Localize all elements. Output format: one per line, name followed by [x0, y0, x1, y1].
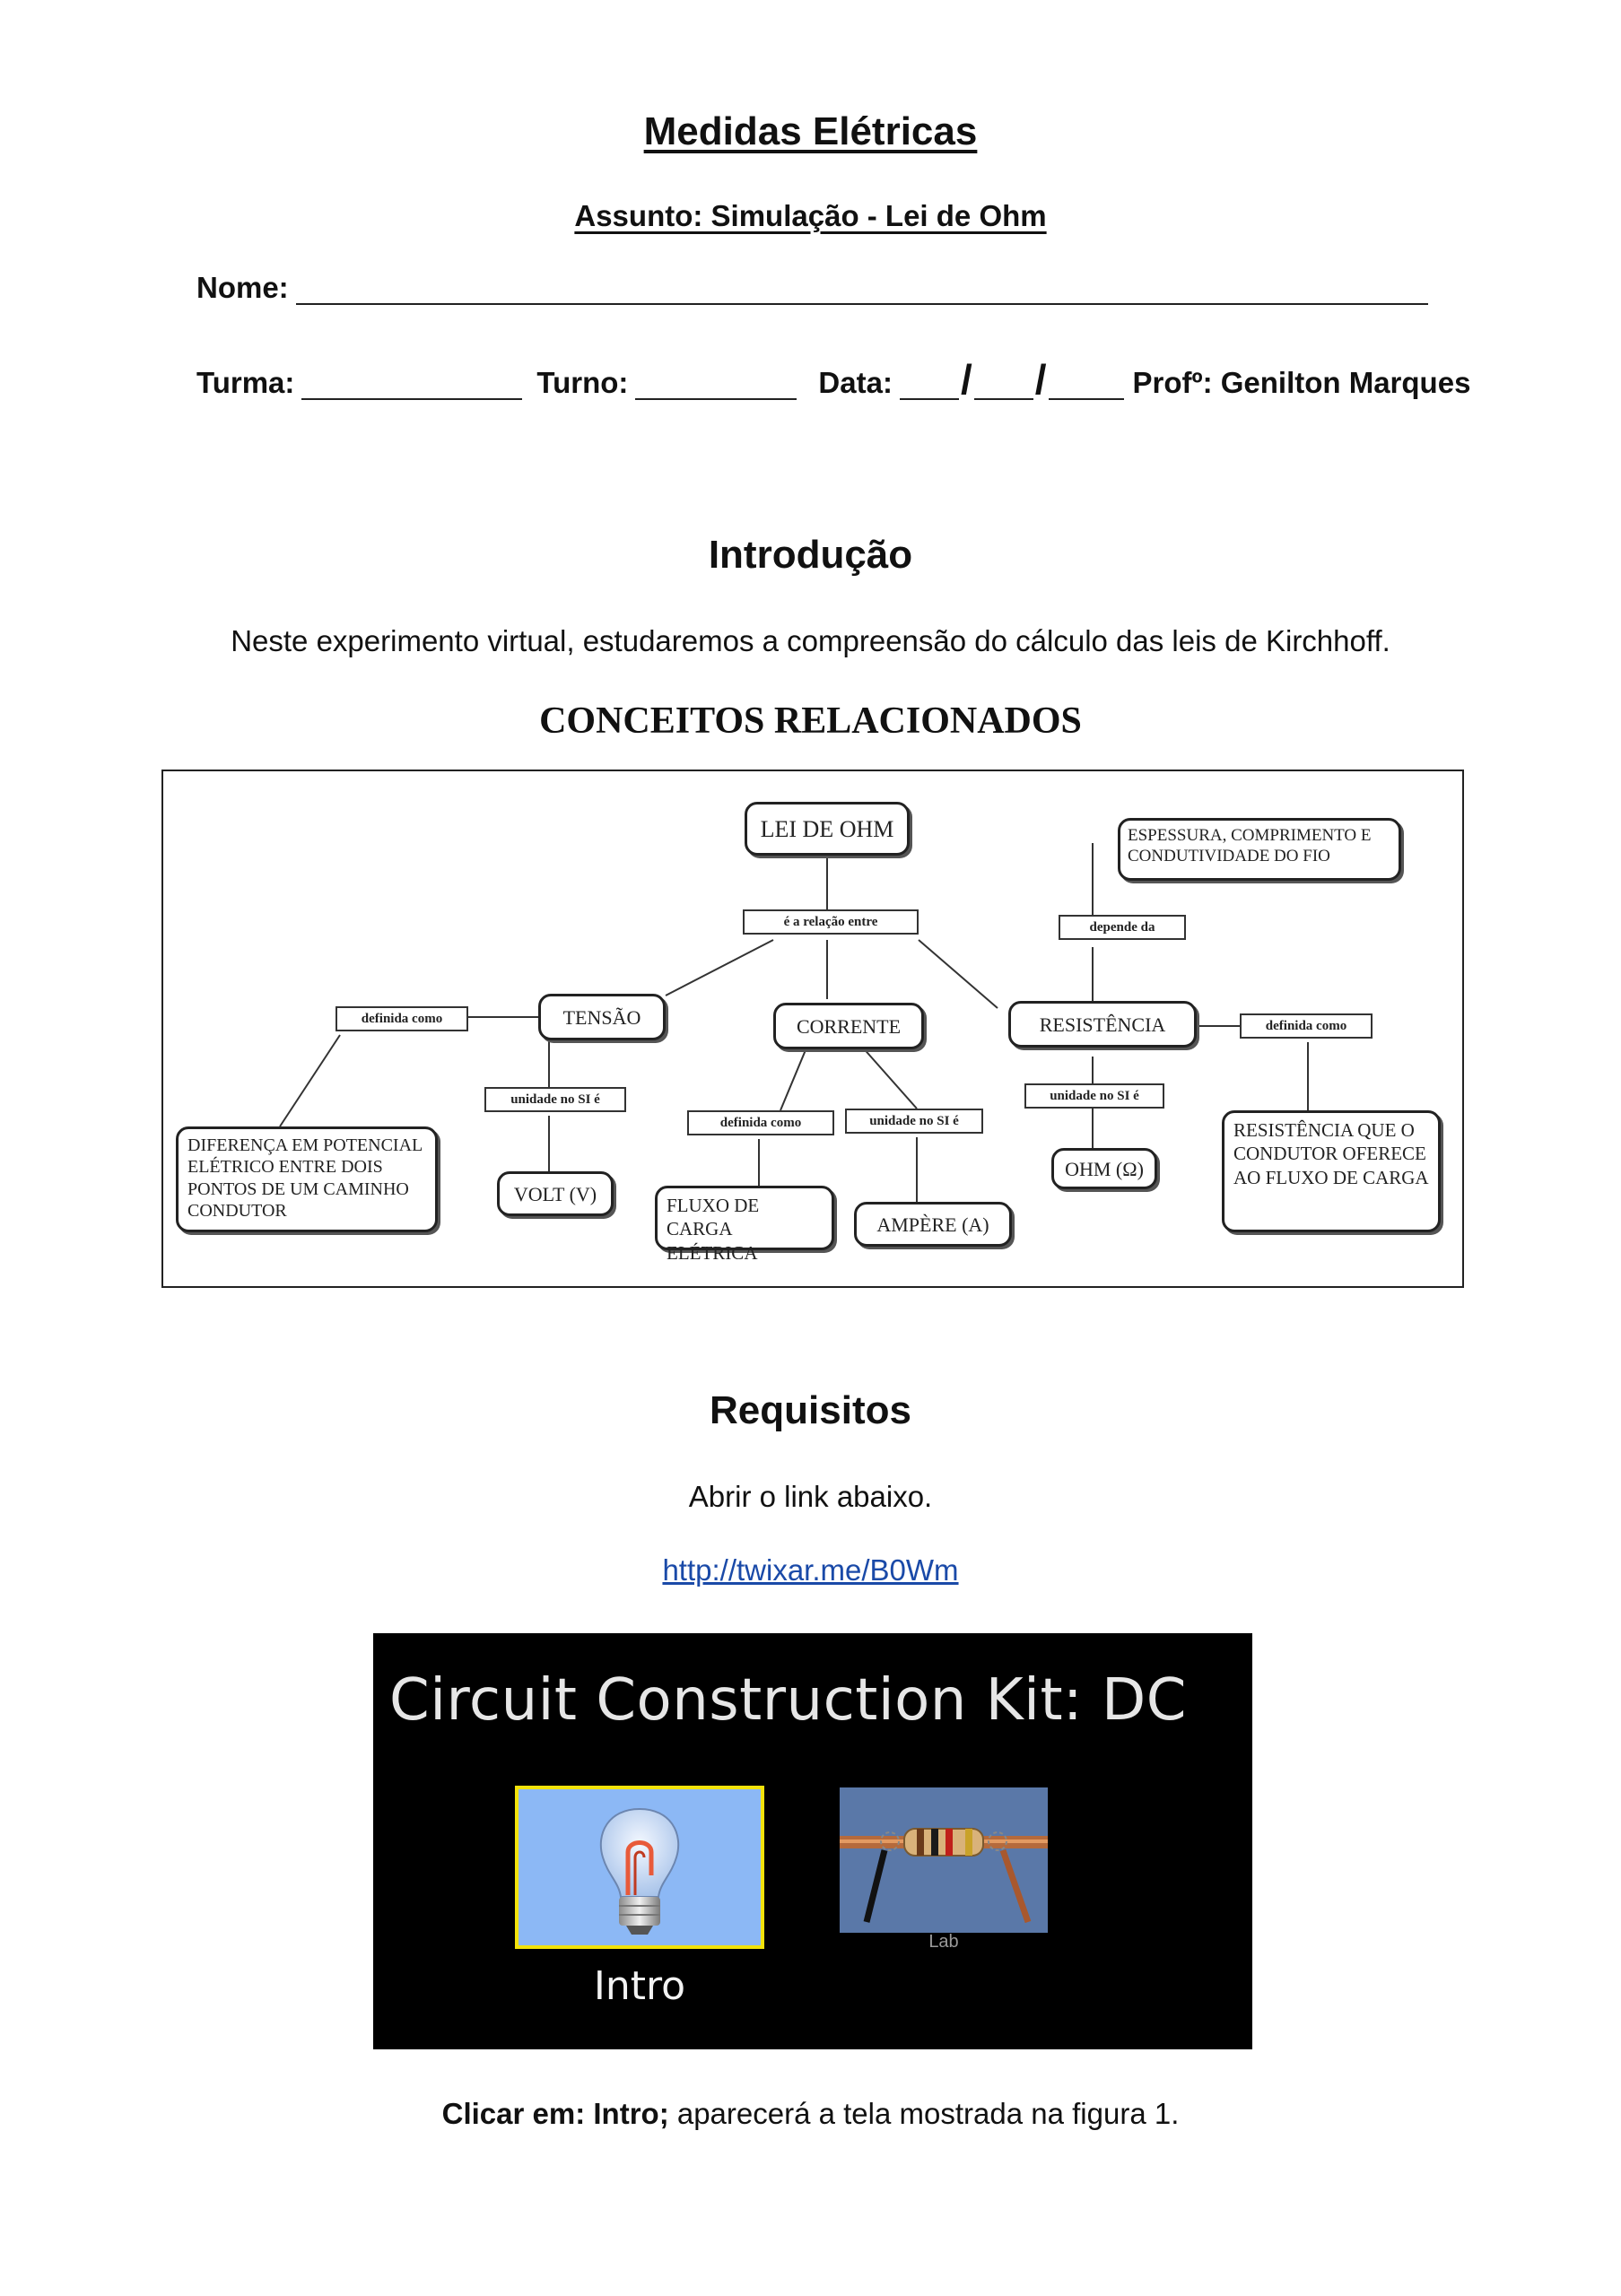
subject-line: Assunto: Simulação - Lei de Ohm: [574, 199, 1047, 232]
node-potential-difference: DIFERENÇA EM POTENCIAL ELÉTRICO ENTRE DOIS PONTOS DE UM CAMINHO CONDUTOR: [176, 1126, 438, 1232]
info-row: [196, 356, 1471, 403]
instruction-bold: Clicar em: Intro;: [441, 2097, 669, 2130]
intro-card[interactable]: [515, 1786, 764, 1949]
node-current: CORRENTE: [773, 1003, 924, 1049]
node-lei-de-ohm: LEI DE OHM: [745, 802, 910, 856]
intro-text: Neste experimento virtual, estudaremos a compreensão do cálculo das leis de Kirchhoff.: [231, 624, 1390, 657]
intro-label[interactable]: Intro: [593, 1963, 686, 2009]
requirements-text: Abrir o link abaixo.: [688, 1480, 933, 1513]
label-unit-si-resistance: unidade no SI é: [1024, 1083, 1164, 1109]
concepts-heading: CONCEITOS RELACIONADOS: [539, 700, 1082, 742]
lab-card[interactable]: [840, 1787, 1048, 1933]
requirements-heading: Requisitos: [710, 1388, 911, 1432]
label-depends-on: depende da: [1059, 915, 1186, 940]
node-charge-flow: FLUXO DE CARGA ELÉTRICA: [655, 1186, 834, 1250]
node-ampere: AMPÈRE (A): [854, 1202, 1012, 1247]
date-separator: /: [1034, 356, 1047, 403]
node-ohm: OHM (Ω): [1051, 1148, 1157, 1189]
instruction-line: [0, 2097, 1621, 2131]
link-container: [0, 1553, 1621, 1587]
date-year-field[interactable]: [1049, 368, 1124, 400]
date-day-field[interactable]: [900, 368, 959, 400]
lab-label[interactable]: Lab: [928, 1932, 959, 1952]
node-volt: VOLT (V): [497, 1171, 614, 1216]
shift-label: Turno:: [536, 366, 629, 399]
lightbulb-icon: [519, 1789, 761, 1945]
node-wire-properties: ESPESSURA, COMPRIMENTO E CONDUTIVIDADE DO FIO: [1118, 818, 1401, 881]
label-relation: é a relação entre: [743, 909, 919, 935]
label-defined-as-right: definida como: [1240, 1013, 1373, 1039]
resistor-icon: [840, 1787, 1048, 1933]
class-label: Turma:: [196, 366, 295, 399]
label-unit-si-current: unidade no SI é: [845, 1109, 983, 1134]
label-defined-as-current: definida como: [687, 1110, 834, 1135]
sim-link[interactable]: http://twixar.me/B0Wm: [662, 1553, 959, 1587]
name-row: [196, 271, 1428, 305]
concept-map: [161, 770, 1464, 1288]
page-title: Medidas Elétricas: [643, 109, 978, 153]
date-separator: /: [960, 356, 972, 403]
instruction-rest: aparecerá a tela mostrada na figura 1.: [668, 2097, 1180, 2130]
label-unit-si-tension: unidade no SI é: [484, 1087, 626, 1112]
node-resistance: RESISTÊNCIA: [1008, 1001, 1197, 1048]
class-field[interactable]: [301, 368, 522, 400]
intro-heading: Introdução: [708, 533, 913, 577]
date-month-field[interactable]: [974, 368, 1033, 400]
name-field[interactable]: [296, 273, 1428, 305]
shift-field[interactable]: [635, 368, 797, 400]
date-label: Data:: [818, 366, 893, 399]
node-tension: TENSÃO: [538, 994, 666, 1040]
name-label: Nome:: [196, 271, 289, 304]
label-defined-as-left: definida como: [336, 1006, 468, 1031]
sim-title: Circuit Construction Kit: DC: [389, 1667, 1187, 1734]
node-resistance-definition: RESISTÊNCIA QUE O CONDUTOR OFERECE AO FLUXO DE CARGA: [1222, 1110, 1441, 1232]
sim-screenshot: [373, 1633, 1252, 2049]
teacher-name: Profº: Genilton Marques: [1132, 366, 1471, 399]
